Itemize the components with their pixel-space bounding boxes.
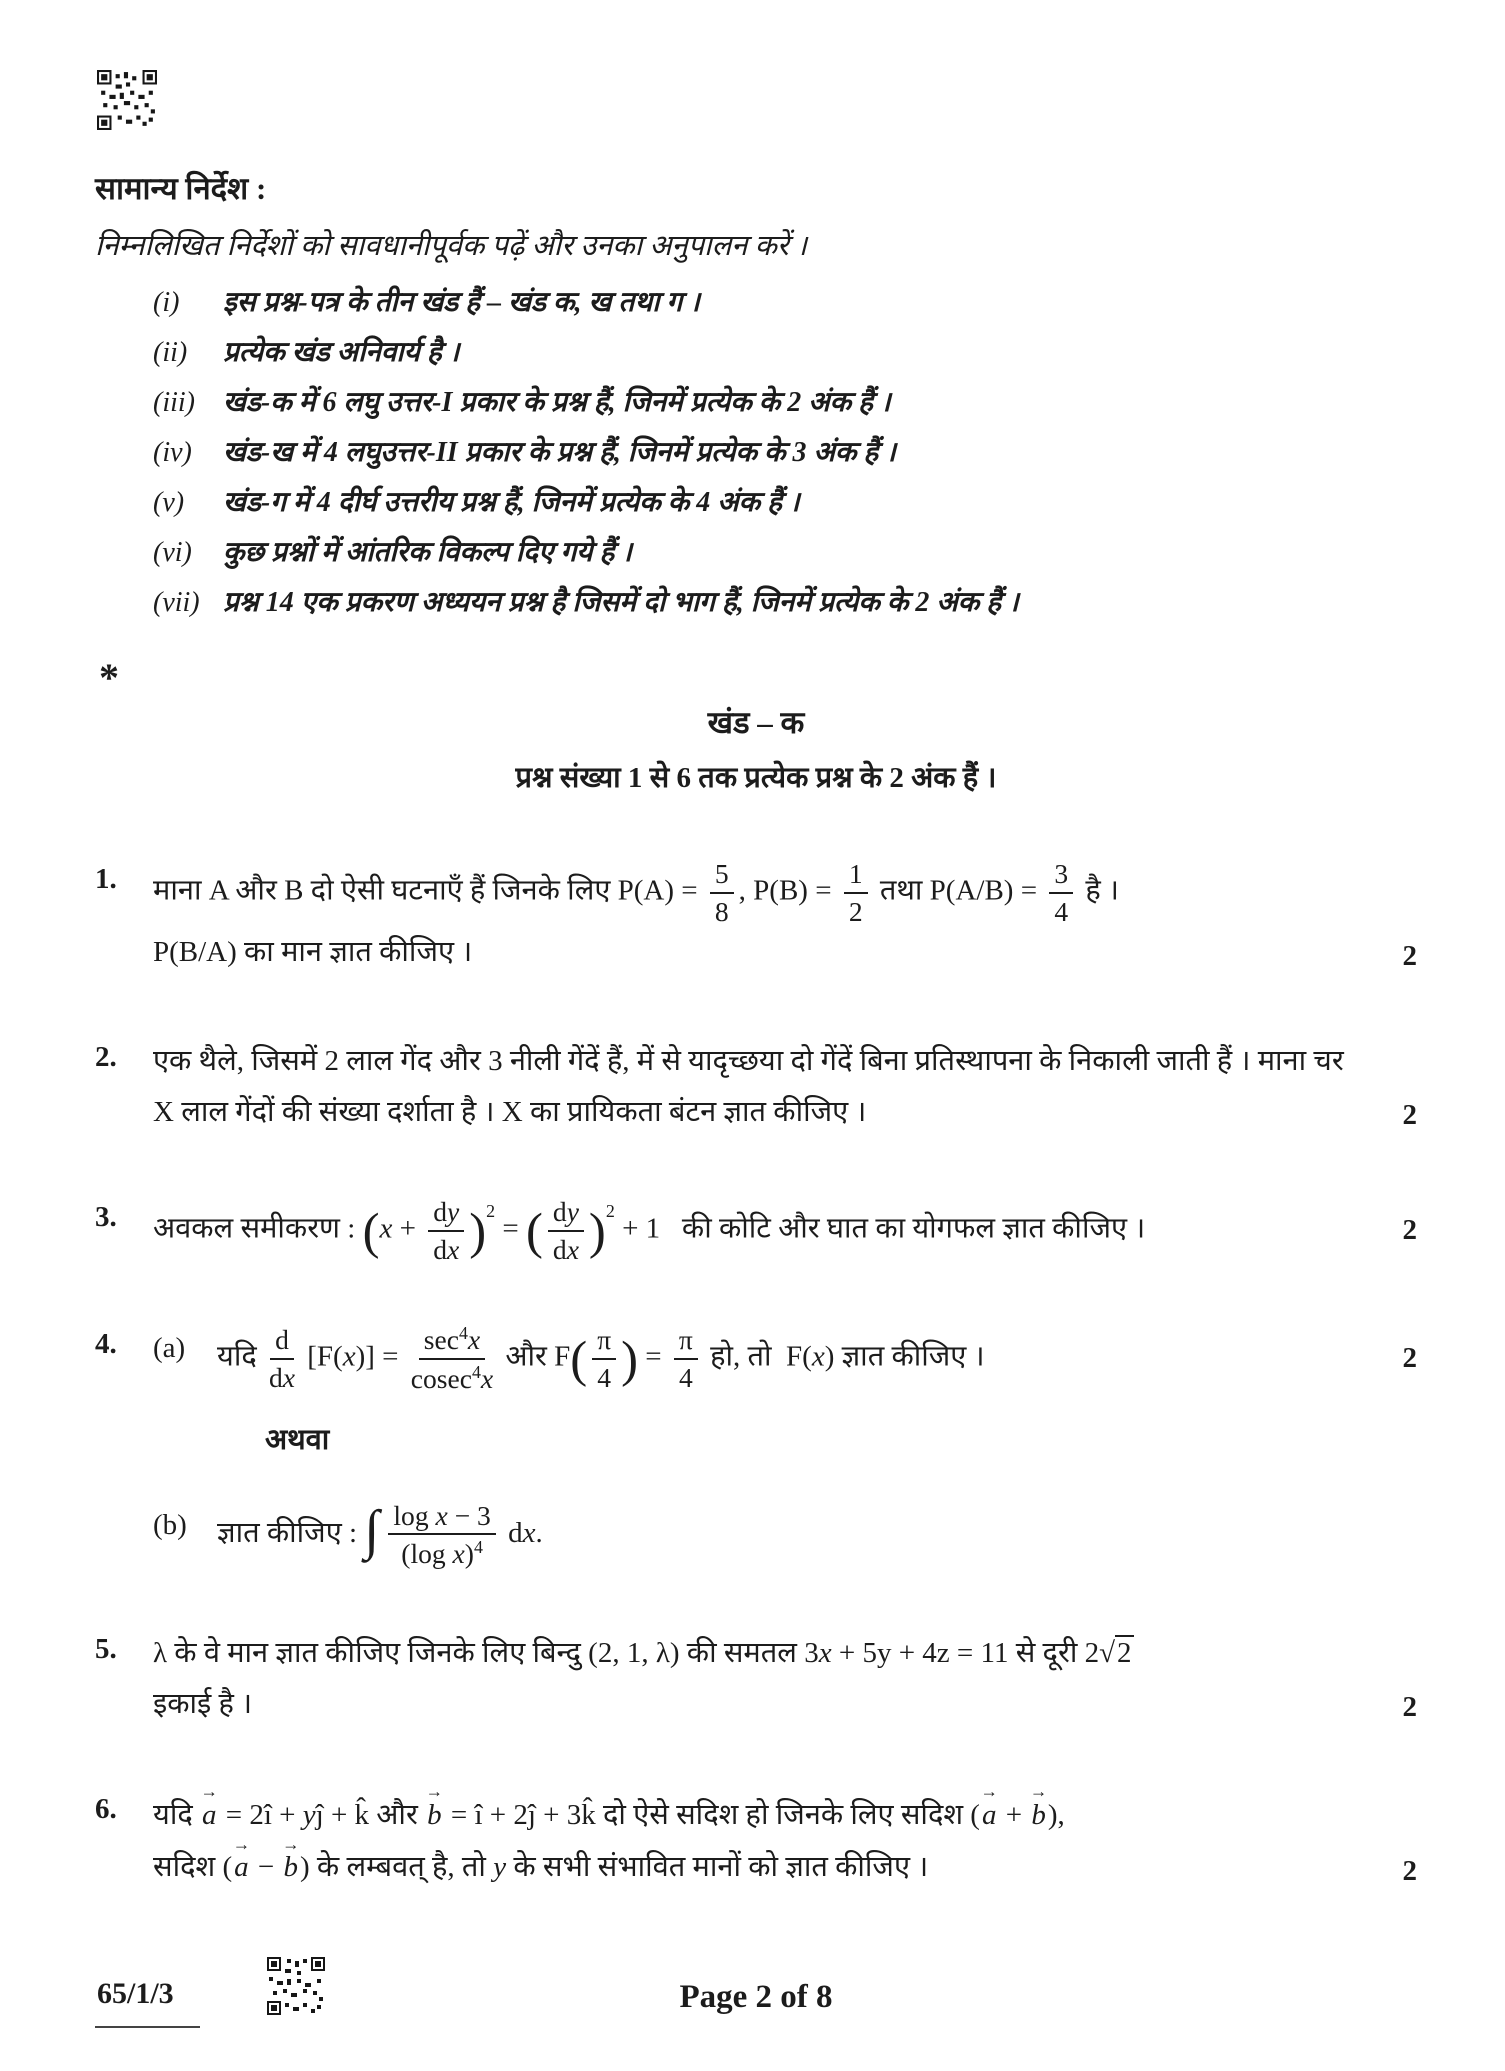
question-marks: 2 [1402,939,1417,972]
question-number: 6. [95,1792,117,1825]
instruction-item [153,532,1417,574]
paper-code: 65/1/3 [95,1971,200,2028]
question-body [153,1323,1383,1570]
instruction-item [153,332,1417,374]
instruction-text: प्रत्येक खंड अनिवार्य है । [223,337,460,368]
instruction-item [153,582,1417,624]
or-separator: अथवा [265,1423,330,1456]
question-number: 4. [95,1328,117,1361]
qr-code-top [97,70,157,130]
question-3 [95,1196,1417,1266]
instruction-item [153,482,1417,524]
question-6 [95,1788,1417,1894]
instruction-text: प्रश्न 14 एक प्रकरण अध्ययन प्रश्न है जिसमें दो भाग हैं, जिनमें प्रत्येक के 2 अंक हैं । [223,587,1019,618]
instruction-item [153,282,1417,324]
question-text: λ के वे मान ज्ञात कीजिए जिनके लिए बिन्दु (2, 1, λ) की समतल 3x + 5y + 4z = 11 से दूरी 2√2 इकाई है । [153,1637,1132,1720]
question-text: यदि → a = 2î + yĵ + k̂ और → b = î + 2ĵ + 3k̂ दो ऐसे सदिश हो जिनके लिए सदिश (→ a + → b), सदिश (→ a − → b) के लम्बवत् है, तो y के सभी संभावित मानों को ज्ञात कीजिए । [153,1788,1383,1894]
page-footer [95,1957,1417,2035]
question-4 [95,1323,1417,1570]
question-4b [153,1500,1349,1571]
question-2 [95,1036,1417,1138]
question-4a [153,1323,1349,1395]
instruction-number: (iv) [153,437,192,468]
star-marker: * [99,655,119,700]
instructions-list [153,282,1417,624]
question-text: एक थैले, जिसमें 2 लाल गेंद और 3 नीली गेंदें हैं, में से यादृच्छया दो गेंदें बिना प्रतिस्थापना के निकाली जाती हैं । माना चर X लाल गेंदों की संख्या दर्शाता है । X का प्रायिकता बंटन ज्ञात कीजिए । [153,1045,1344,1128]
subquestion-text: यदि $\frac{d}{dx}$ [F(x)] = $\frac{\sec^4x}{cosec^4x}$ और F( $\frac{\pi}{4}$ ) = $\frac{\pi}{4}$ हो, तो F(x) ज्ञात कीजिए । [217,1323,985,1395]
instructions-heading: सामान्य निर्देश : [95,171,267,206]
instruction-text: खंड-ग में 4 दीर्घ उत्तरीय प्रश्न हैं, जिनमें प्रत्येक के 4 अंक हैं । [223,487,800,518]
instruction-item [153,382,1417,424]
question-number: 3. [95,1200,117,1233]
instructions-subheading: निम्नलिखित निर्देशों को सावधानीपूर्वक पढ़ें और उनका अनुपालन करें । [95,229,807,262]
subquestion-label: (b) [153,1508,187,1541]
question-number: 1. [95,863,117,895]
instruction-number: (vii) [153,587,200,618]
instruction-number: (i) [153,287,180,318]
qr-code-graphic [97,70,157,130]
instruction-number: (ii) [153,337,188,368]
instruction-number: (v) [153,487,185,518]
question-text: माना A और B दो ऐसी घटनाएँ हैं जिनके लिए P(A) = $\frac{5}{8}$ , P(B) = $\frac{1}{2}$ तथा P(A/B) = $\frac{3}{4}$ है । P(B/A) का मान ज्ञात कीजिए । [153,858,1119,969]
subquestion-text: ज्ञात कीजिए : ∫ $\frac{\text{log x − 3}}{(\log x)^4}$ dx. [217,1499,543,1570]
question-marks: 2 [1402,1854,1417,1887]
instruction-number: (vi) [153,537,192,568]
question-text: अवकल समीकरण : (x + $\frac{dy}{dx}$ )$^2$ = ( $\frac{dy}{dx}$ )$^2$ + 1 की कोटि और घात का योगफल ज्ञात कीजिए । [153,1195,1146,1265]
instruction-text: कुछ प्रश्नों में आंतरिक विकल्प दिए गये हैं । [223,537,632,568]
question-number: 2. [95,1041,117,1074]
instruction-item [153,432,1417,474]
instruction-number: (iii) [153,387,195,418]
instruction-text: इस प्रश्न-पत्र के तीन खंड हैं – खंड क, ख तथा ग । [223,287,700,318]
instruction-text: खंड-क में 6 लघु उत्तर-I प्रकार के प्रश्न हैं, जिनमें प्रत्येक के 2 अंक हैं । [223,387,891,418]
question-1 [95,858,1417,978]
section-title: खंड – क [707,705,805,740]
question-marks: 2 [1402,1099,1417,1132]
question-marks: 2 [1402,1342,1417,1375]
page-number-label: Page 2 of 8 [679,1979,833,2016]
subquestion-label: (a) [153,1332,186,1365]
instruction-text: खंड-ख में 4 लघुउत्तर-II प्रकार के प्रश्न हैं, जिनमें प्रत्येक के 3 अंक हैं । [223,437,896,468]
question-5 [95,1628,1417,1730]
question-marks: 2 [1402,1213,1417,1246]
section-note: प्रश्न संख्या 1 से 6 तक प्रत्येक प्रश्न के 2 अंक हैं । [515,761,997,794]
question-marks: 2 [1402,1691,1417,1724]
question-number: 5. [95,1633,117,1666]
